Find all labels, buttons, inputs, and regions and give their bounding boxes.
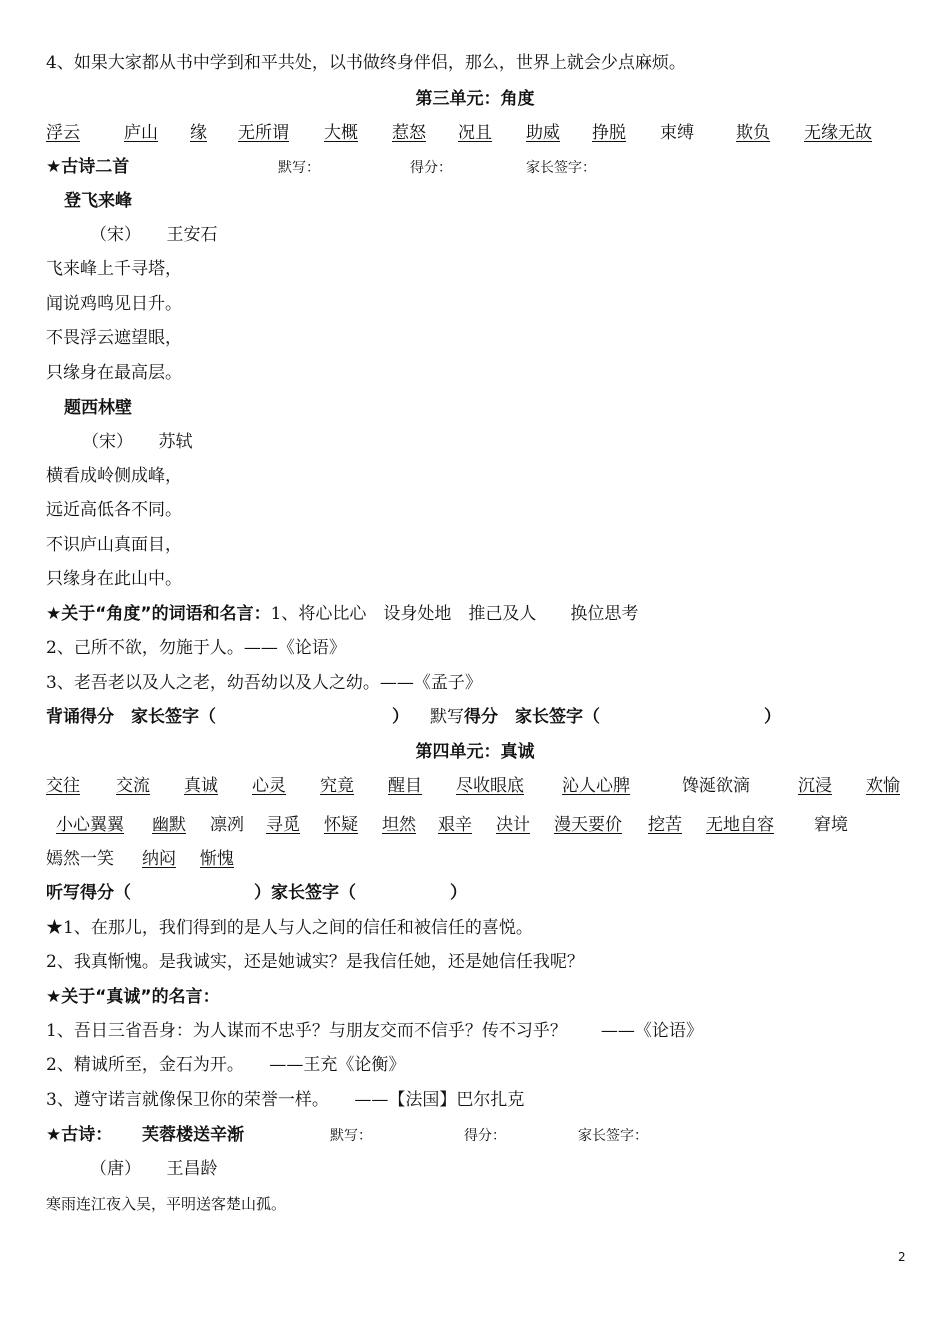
sincerity-quote: 2、精诚所至，金石为开。 ——王充《论衡》	[46, 1055, 406, 1075]
word: 漫天要价	[554, 815, 622, 835]
poem1-line: 不畏浮云遮望眼，	[46, 328, 182, 348]
word: 交往	[46, 776, 80, 796]
poem1-line: 飞来峰上千寻塔，	[46, 259, 182, 279]
score-label: 得分：	[410, 160, 452, 176]
section-label: ★古诗：	[46, 1125, 113, 1145]
dictation-label: 默写：	[278, 160, 320, 176]
word: 沁人心脾	[562, 776, 630, 796]
word: 艰辛	[438, 815, 472, 835]
dictation-label: 默写	[430, 707, 464, 727]
word: 欢愉	[866, 776, 900, 796]
dictation-score-label: 听写得分（	[46, 883, 131, 903]
word: 大概	[324, 123, 358, 143]
paren-close: ）	[450, 883, 467, 903]
word: 助威	[526, 123, 560, 143]
section-label: ★古诗二首	[46, 157, 130, 177]
sincerity-quote: 1、吾日三省吾身：为人谋而不忠乎？与朋友交而不信乎？传不习乎？ ——《论语》	[46, 1021, 703, 1041]
parent-sign-label: ）家长签字（	[254, 883, 356, 903]
word: 沉浸	[798, 776, 832, 796]
word: 无缘无故	[804, 123, 872, 143]
unit3-title: 第三单元：角度	[415, 89, 535, 109]
poem1-author: （宋） 王安石	[90, 225, 218, 245]
quote-text: 1、将心比心 设身处地 推己及人 换位思考	[270, 604, 639, 624]
angle-quotes-line1	[46, 603, 638, 625]
poem2-line: 横看成岭侧成峰，	[46, 466, 182, 486]
word: 凛冽	[210, 815, 244, 835]
sentence: 2、我真惭愧。是我诚实，还是她诚实？是我信任她，还是她信任我呢？	[46, 952, 584, 972]
section-label: ★关于“角度”的词语和名言：	[46, 604, 271, 624]
recite-score-label: 背诵得分 家长签字（	[46, 707, 216, 727]
word: 馋涎欲滴	[682, 776, 750, 796]
poem1-line: 闻说鸡鸣见日升。	[46, 294, 182, 314]
word: 嫣然一笑	[46, 849, 114, 869]
poem3-header	[46, 1124, 648, 1146]
page-number: 2	[898, 1250, 906, 1264]
parent-sign-label: 家长签字：	[526, 160, 596, 176]
poem2-line: 远近高低各不同。	[46, 500, 182, 520]
angle-quote: 3、老吾老以及人之老，幼吾幼以及人之幼。——《孟子》	[46, 673, 482, 693]
recite-score-line	[46, 706, 781, 728]
word: 醒目	[388, 776, 422, 796]
word: 挖苦	[648, 815, 682, 835]
word: 庐山	[124, 123, 158, 143]
word: 寻觅	[266, 815, 300, 835]
poem1-title: 登飞来峰	[64, 191, 132, 211]
word: 束缚	[660, 123, 694, 143]
word: 欺负	[736, 123, 770, 143]
word: 决计	[496, 815, 530, 835]
paren-close: ）	[764, 707, 781, 727]
dictation-label: 默写：	[330, 1128, 372, 1144]
poem2-title: 题西林壁	[64, 398, 132, 418]
word: 况且	[458, 123, 492, 143]
word: 幽默	[152, 815, 186, 835]
word: 怀疑	[324, 815, 358, 835]
word: 纳闷	[142, 849, 176, 869]
text-line-4: 4、如果大家都从书中学到和平共处，以书做终身伴侣，那么，世界上就会少点麻烦。	[46, 53, 686, 73]
poem2-line: 不识庐山真面目，	[46, 535, 182, 555]
word: 无地自容	[706, 815, 774, 835]
word: 缘	[190, 123, 207, 143]
poems-header	[46, 156, 596, 178]
word: 挣脱	[592, 123, 626, 143]
unit4-title: 第四单元：真诚	[415, 742, 535, 762]
parent-sign-label: 家长签字：	[578, 1128, 648, 1144]
poem2-author: （宋） 苏轼	[82, 432, 193, 452]
sincerity-quotes-label: ★关于“真诚”的名言：	[46, 987, 220, 1007]
dictation-score-label: 得分 家长签字（	[464, 707, 600, 727]
paren-close: ）	[392, 707, 409, 727]
sincerity-quote: 3、遵守诺言就像保卫你的荣誉一样。 ——【法国】巴尔扎克	[46, 1090, 525, 1110]
word: 无所谓	[238, 123, 289, 143]
angle-quote: 2、己所不欲，勿施于人。——《论语》	[46, 638, 346, 658]
word: 交流	[116, 776, 150, 796]
word: 惭愧	[200, 849, 234, 869]
word: 坦然	[382, 815, 416, 835]
word: 究竟	[320, 776, 354, 796]
word: 小心翼翼	[56, 815, 124, 835]
dictation-score-line	[46, 882, 467, 904]
word: 尽收眼底	[456, 776, 524, 796]
score-label: 得分：	[464, 1128, 506, 1144]
poem3-title: 芙蓉楼送辛渐	[142, 1125, 244, 1145]
word: 心灵	[252, 776, 286, 796]
poem2-line: 只缘身在此山中。	[46, 569, 182, 589]
word: 浮云	[46, 123, 80, 143]
word: 真诚	[184, 776, 218, 796]
word: 惹怒	[392, 123, 426, 143]
sentence: ★1、在那儿，我们得到的是人与人之间的信任和被信任的喜悦。	[46, 918, 533, 938]
word: 窘境	[814, 815, 848, 835]
poem1-line: 只缘身在最高层。	[46, 363, 182, 383]
poem3-line: 寒雨连江夜入吴，平明送客楚山孤。	[46, 1195, 287, 1213]
poem3-author: （唐） 王昌龄	[90, 1159, 218, 1179]
